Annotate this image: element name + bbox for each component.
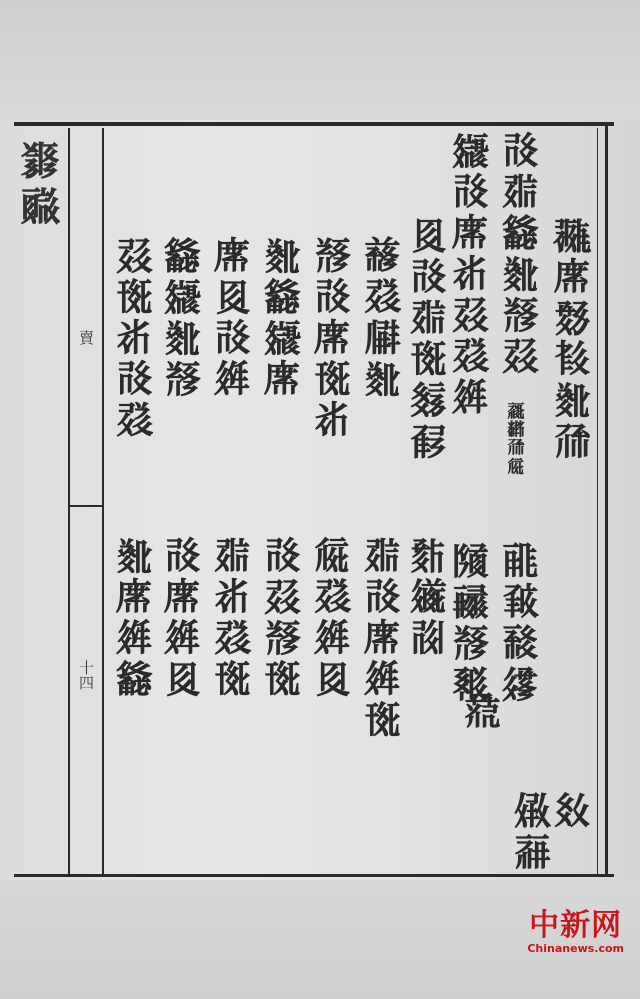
center-fold-rule-left <box>68 128 70 874</box>
text-column-2: 𗰗𘄽𗴮𘝯𘃡𘄴 <box>498 130 543 377</box>
text-column-2-lower: 𗷦𘆄𘈷𗧘 <box>498 540 543 705</box>
text-column-8-lower: 𘄽𘂆𘅇𗍊 <box>210 535 255 700</box>
text-column-10-lower: 𘝯𘟙𗤶𗴮 <box>112 535 157 700</box>
watermark-logo-text: 中新网 <box>529 908 623 943</box>
text-column-3-lower: 𗂧𗸒𘃡𘔢 <box>448 540 493 705</box>
text-column-1: 𗖵𘟙𘘣𘆖𘝯𗗙 <box>550 215 595 462</box>
right-border-rule-inner <box>597 128 598 874</box>
text-column-4-lower: 𘘦𗫂𗰖 <box>406 535 451 659</box>
text-column-4-end: 𘟣 <box>460 690 505 732</box>
center-fold-fish-tail <box>70 505 102 507</box>
bottom-border-rule <box>14 874 614 877</box>
text-column-7: 𘝯𗴮𗿼𘟙 <box>260 235 305 400</box>
text-column-3: 𗿼𗰗𘟙𘂆𘄴𘅇𗤶 <box>448 130 493 418</box>
center-fold-rule-right <box>102 128 104 874</box>
text-column-3-end: 𗏣𗹏 <box>510 790 555 873</box>
right-border-rule-outer <box>605 122 608 877</box>
text-column-4: 𘉋𗰗𘄽𗍊𘊐𘒣 <box>406 215 451 462</box>
text-column-5: 𗒘𘅇𗆔𘝯 <box>360 235 405 400</box>
text-column-6: 𘃡𗰗𘟙𗍊𘂆 <box>310 235 355 441</box>
chinanews-watermark <box>527 900 624 955</box>
text-column-9-lower: 𗰗𘟙𗤶𘉋 <box>160 535 205 700</box>
text-column-1-lower: 𗾈 <box>550 790 595 832</box>
text-column-9: 𗴮𗿼𘝯𘃡 <box>160 235 205 400</box>
text-column-5-lower: 𘄽𗰗𘟙𗤶𗍊 <box>360 535 405 741</box>
page-number: 十四 <box>77 660 95 690</box>
text-column-8: 𘟙𘉋𗰗𗤶 <box>210 235 255 400</box>
text-column-7-lower: 𗰗𘄴𘃡𗍊 <box>260 535 305 700</box>
torn-top-margin <box>0 0 640 120</box>
watermark-url: Chinanews.com <box>527 942 624 955</box>
text-column-2-note: 𗹙𘂤𗗙𗏁 <box>505 400 526 475</box>
margin-title: 𘋒𘓺 <box>16 140 63 231</box>
folio-mark: 賣 <box>77 330 95 345</box>
text-column-10: 𘄴𗍊𘂆𗰗𘅇 <box>112 235 157 441</box>
top-border-rule <box>14 122 614 126</box>
text-column-6-lower: 𗏁𘅇𗤶𘉋 <box>310 535 355 700</box>
